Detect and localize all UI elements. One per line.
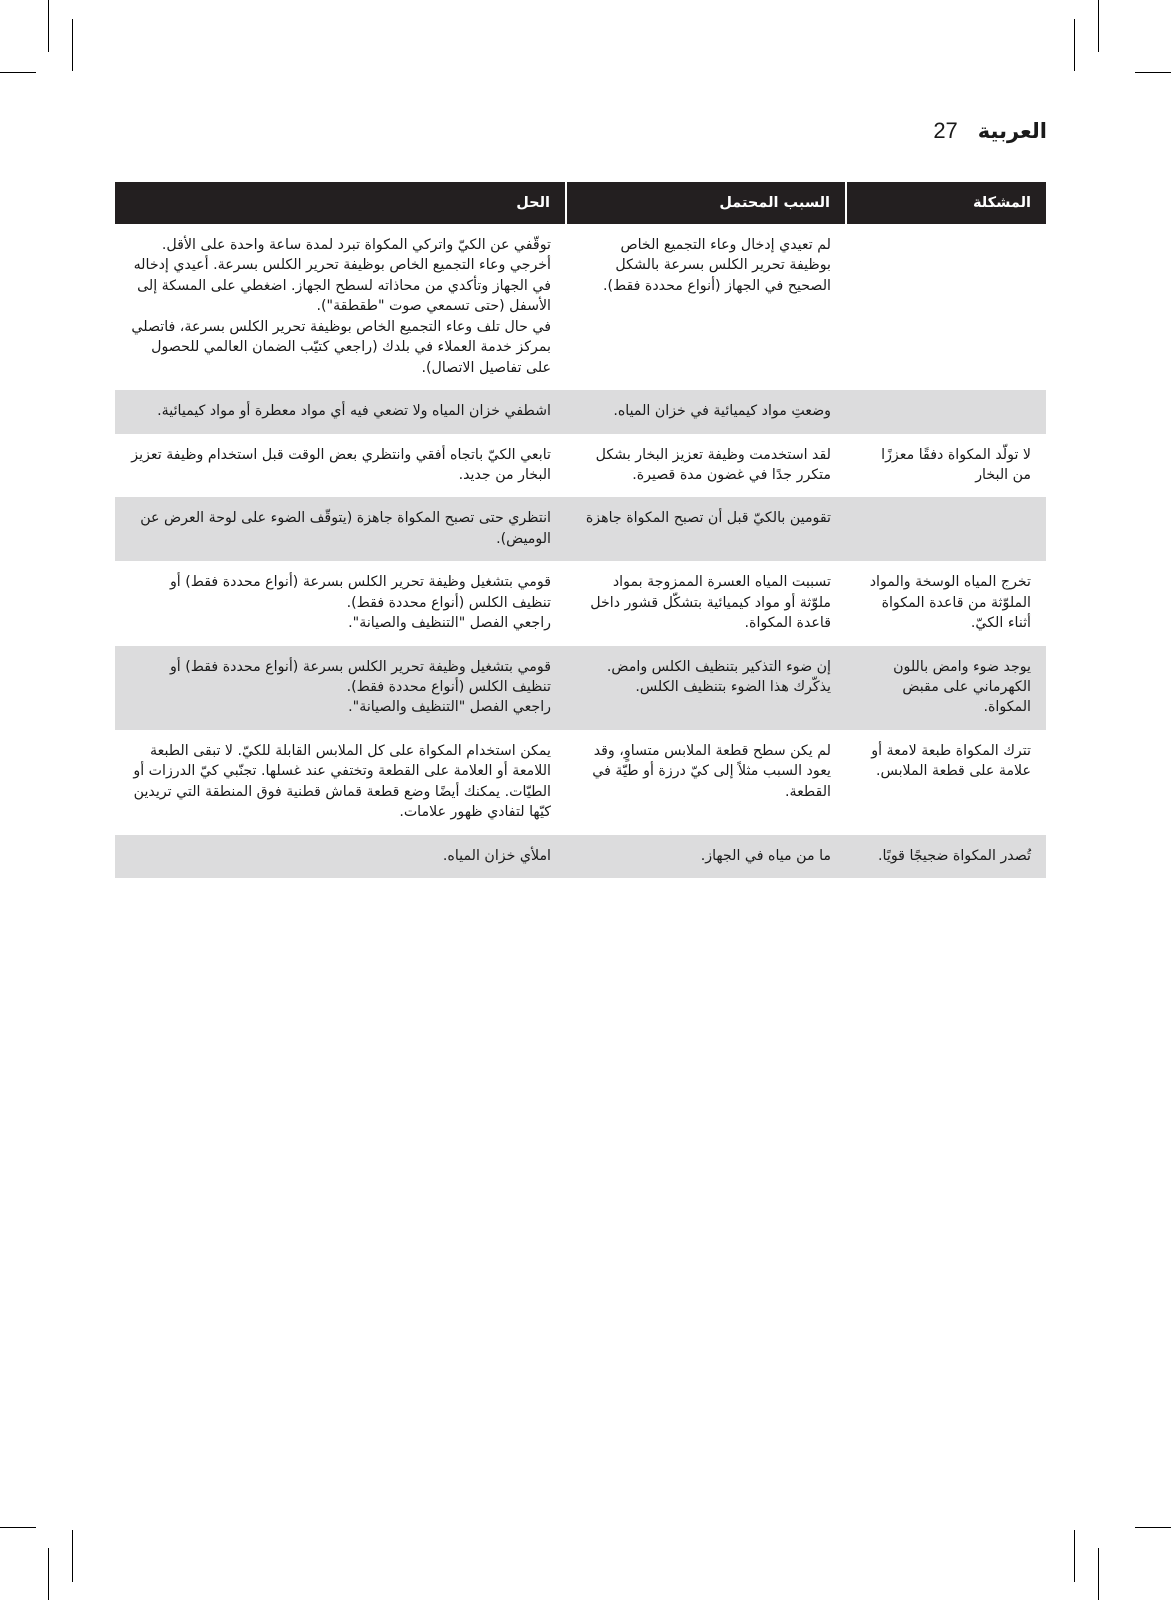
crop-mark [1135,72,1171,73]
crop-mark [48,0,49,52]
table-row [115,646,1046,730]
cause-cell: لم تعيدي إدخال وعاء التجميع الخاص بوظيفة تحرير الكلس بسرعة بالشكل الصحيح في الجهاز (أنواع محددة فقط). [602,237,831,294]
solution-cell [115,434,566,498]
crop-mark [0,1527,36,1528]
table-row [115,730,1046,835]
crop-mark [0,72,36,73]
page-number: 27 [933,118,958,143]
cause-cell: إن ضوء التذكير بتنظيف الكلس وامض. يذكّرك هذا الضوء بتنظيف الكلس. [566,646,846,730]
problem-cell: لا تولّد المكواة دفقًا معززًا من البخار [881,446,1031,483]
troubleshooting-table [115,182,1046,878]
solution-cell [115,224,566,390]
column-header-problem: المشكلة [846,182,1046,224]
solution-cell [115,561,566,645]
problem-cell [846,497,1046,561]
problem-cell: تخرج المياه الوسخة والمواد الملوّثة من قاعدة المكواة أثناء الكيّ. [869,574,1031,632]
solution-text: انتظري حتى تصبح المكواة جاهزة (يتوقّف الضوء على لوحة العرض عن الوميض). [140,510,551,547]
table-header-row [115,182,1046,224]
solution-text: راجعي الفصل "التنظيف والصيانة". [348,615,551,632]
table-row [115,434,1046,498]
solution-text: تابعي الكيّ باتجاه أفقي وانتظري بعض الوقت قبل استخدام وظيفة تعزيز البخار من جديد. [131,446,551,483]
solution-text: توقّفي عن الكيّ واتركي المكواة تبرد لمدة ساعة واحدة على الأقل. أخرجي وعاء التجميع الخاص بوظيفة تحرير الكلس بسرعة. أعيدي إدخاله في الجهاز وتأكدي من محاذاته لسطح الجهاز. اضغطي على المسكة إلى الأسفل (حتى تسمعي صوت "طقطقة"). [133,237,551,315]
crop-mark [72,19,73,71]
solution-cell [115,730,566,835]
table-row [115,835,1046,878]
cause-cell: تسببت المياه العسرة الممزوجة بمواد ملوّثة أو مواد كيميائية بتشكّل قشور داخل قاعدة المكواة. [590,574,831,632]
page-header [933,118,1047,144]
table-row [115,497,1046,561]
solution-cell [115,835,566,878]
solution-text: اشطفي خزان المياه ولا تضعي فيه أي مواد معطرة أو مواد كيميائية. [157,403,551,420]
solution-text: قومي بتشغيل وظيفة تحرير الكلس بسرعة (أنواع محددة فقط) أو تنظيف الكلس (أنواع محددة فقط). [169,574,551,611]
cause-cell: ما من مياه في الجهاز. [566,835,846,878]
page-language: العربية [977,120,1047,143]
solution-text: في حال تلف وعاء التجميع الخاص بوظيفة تحرير الكلس بسرعة، فاتصلي بمركز خدمة العملاء في بلدك (راجعي كتيّب الضمان العالمي للحصول على تفاصيل الاتصال). [131,318,551,376]
solution-text: راجعي الفصل "التنظيف والصيانة". [348,699,551,716]
cause-cell: لقد استخدمت وظيفة تعزيز البخار بشكل متكرر جدًا في غضون مدة قصيرة. [595,446,831,483]
problem-cell: يوجد ضوء وامض باللون الكهرماني على مقبض المكواة. [846,646,1046,730]
table-row [115,390,1046,433]
table-row [115,224,1046,390]
problem-cell: تُصدر المكواة ضجيجًا قويًا. [846,835,1046,878]
solution-text: املأي خزان المياه. [442,847,551,864]
solution-text: قومي بتشغيل وظيفة تحرير الكلس بسرعة (أنواع محددة فقط) أو تنظيف الكلس (أنواع محددة فقط). [169,658,551,695]
problem-cell [846,390,1046,433]
solution-text: يمكن استخدام المكواة على كل الملابس القابلة للكيّ. لا تبقى الطبعة اللامعة أو العلامة على القطعة وتختفي عند غسلها. تجنّبي كيّ الدرزات أو الطيّات. يمكنك أيضًا وضع قطعة قماش قطنية فوق المنطقة التي تريدين كيّها لتفادي ظهور علامات. [133,742,551,821]
solution-cell [115,497,566,561]
column-header-cause: السبب المحتمل [566,182,846,224]
crop-mark [72,1530,73,1582]
problem-cell: تترك المكواة طبعة لامعة أو علامة على قطعة الملابس. [871,742,1031,780]
crop-mark [1135,1527,1171,1528]
cause-cell: تقومين بالكيّ قبل أن تصبح المكواة جاهزة [566,497,846,561]
crop-mark [1074,1530,1075,1582]
crop-mark [48,1548,49,1600]
crop-mark [1098,1548,1099,1600]
crop-mark [1074,19,1075,71]
table-row [115,561,1046,645]
solution-cell [115,390,566,433]
problem-cell [846,224,1046,390]
crop-mark [1098,0,1099,52]
cause-cell: وضعتِ مواد كيميائية في خزان المياه. [566,390,846,433]
column-header-solution: الحل [115,182,566,224]
solution-cell [115,646,566,730]
cause-cell: لم يكن سطح قطعة الملابس متساوٍ، وقد يعود السبب مثلاً إلى كيّ درزة أو طيّة في القطعة. [592,742,831,800]
